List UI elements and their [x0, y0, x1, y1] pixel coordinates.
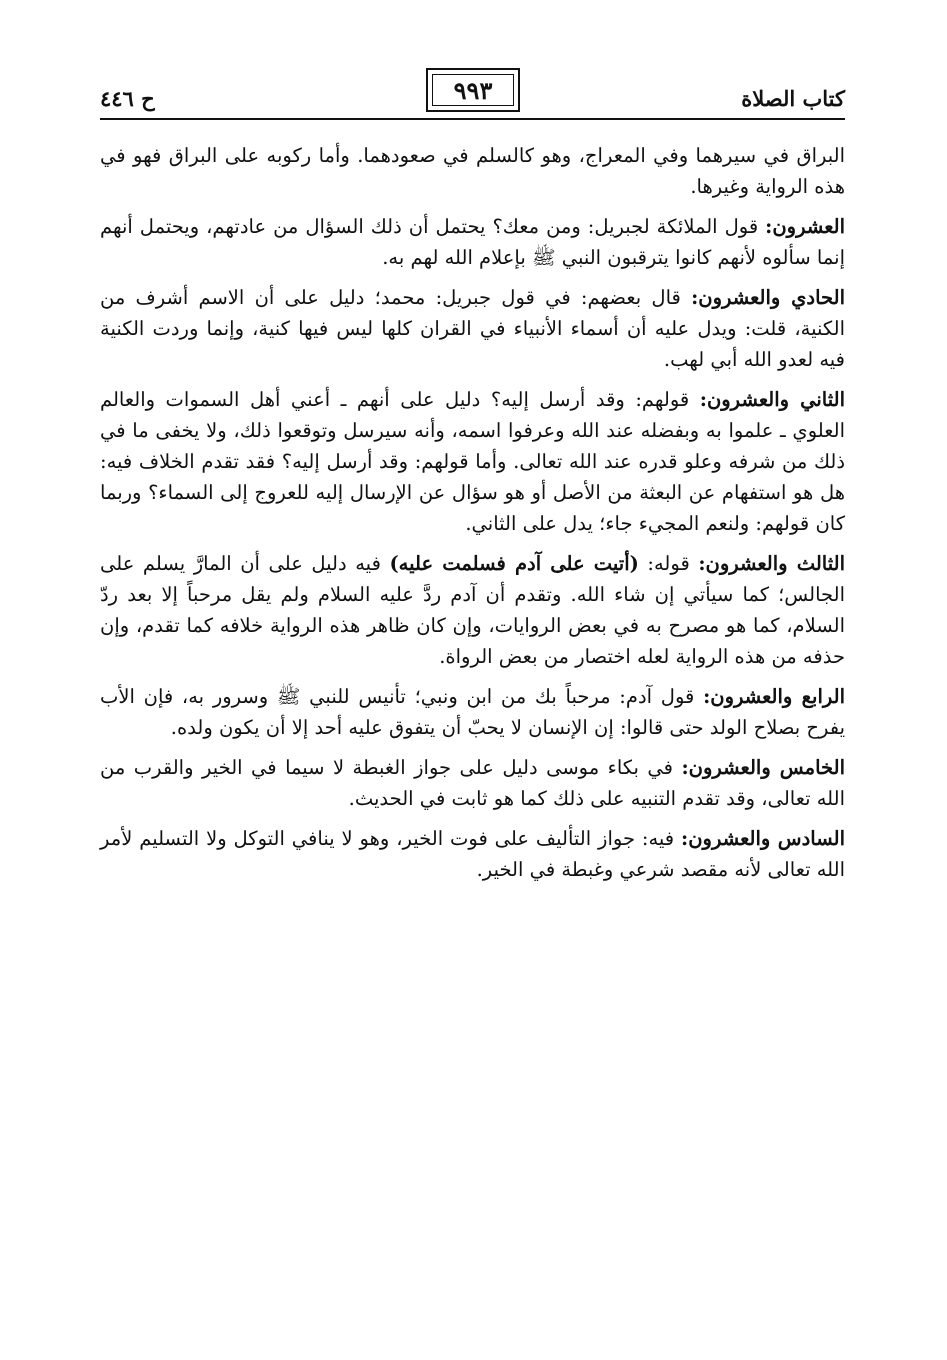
page-body — [100, 140, 845, 894]
paragraph-text: البراق في سيرهما وفي المعراج، وهو كالسلم في صعودهما. وأما ركوبه على البراق فهو في هذه الرواية وغيرها. — [100, 144, 845, 198]
paragraph-twenty-third — [100, 548, 845, 672]
page-header — [100, 68, 845, 120]
paragraph-text: فيه دليل على أن المارَّ يسلم على الجالس؛ كما سيأتي إن شاء الله. وتقدم أن آدم ردَّ عليه السلام ولم يقل مرحباً إلا بعد ردّ السلام، كما هو مصرح به في بعض الروايات، وإن كان ظاهر هذه الرواية خلافه كما تقدم، وإن حذفه من هذه الرواية لعله اختصار من بعض الرواة. — [100, 552, 845, 668]
paragraph-label: السادس والعشرون: — [681, 827, 845, 850]
paragraph-text: قولهم: وقد أرسل إليه؟ دليل على أنهم ـ أعني أهل السموات والعالم العلوي ـ علموا به وبفضله عند الله وعرفوا اسمه، وأنه سيرسل وتوقعوا ذلك، ولا يخفى ما في ذلك من شرفه وعلو قدره عند الله تعالى. وأما قولهم: وقد أرسل إليه؟ فقد تقدم الخلاف فيه: هل هو استفهام عن البعثة من الأصل أو هو سؤال عن الإرسال إليه للعروج إلى السماء؟ وربما كان قولهم: ولنعم المجيء جاء؛ يدل على الثاني. — [100, 388, 845, 535]
paragraph-text: قوله: — [638, 552, 699, 575]
paragraph-twentieth — [100, 211, 845, 273]
paragraph-text: قول آدم: مرحباً بك من ابن ونبي؛ تأنيس للنبي ﷺ وسرور به، فإن الأب يفرح بصلاح الولد حتى قالوا: إن الإنسان لا يحبّ أن يتفوق عليه أحد إلا أن يكون ولده. — [100, 685, 845, 739]
hadith-quote: (أتيت على آدم فسلمت عليه) — [389, 552, 639, 575]
page-number: ٩٩٣ — [453, 75, 493, 105]
paragraph-text: قول الملائكة لجبريل: ومن معك؟ يحتمل أن ذلك السؤال من عادتهم، ويحتمل أنهم إنما سألوه لأنهم كانوا يترقبون النبي ﷺ بإعلام الله لهم به. — [100, 215, 845, 269]
paragraph-twenty-fourth — [100, 681, 845, 743]
paragraph-twenty-sixth — [100, 823, 845, 885]
paragraph-label: الثاني والعشرون: — [699, 388, 845, 411]
paragraph-label: الرابع والعشرون: — [703, 685, 845, 708]
paragraph-text: قال بعضهم: في قول جبريل: محمد؛ دليل على أن الاسم أشرف من الكنية، قلت: ويدل عليه أن أسماء الأنبياء في القران كلها ليس فيها كنية، وإنما وردت الكنية فيه لعدو الله أبي لهب. — [100, 286, 845, 371]
paragraph-label: الثالث والعشرون: — [698, 552, 845, 575]
page-number-frame — [426, 68, 520, 112]
paragraph-label: الحادي والعشرون: — [691, 286, 845, 309]
paragraph-twenty-fifth — [100, 752, 845, 814]
running-title: كتاب الصلاة — [741, 86, 845, 111]
paragraph-twenty-first — [100, 282, 845, 375]
paragraph-text: فيه: جواز التأليف على فوت الخير، وهو لا ينافي التوكل ولا التسليم لأمر الله تعالى لأنه مقصد شرعي وغبطة في الخير. — [100, 827, 845, 881]
paragraph-label: الخامس والعشرون: — [681, 756, 845, 779]
hadith-reference: ح ٤٤٦ — [100, 86, 155, 111]
paragraph-twenty-second — [100, 384, 845, 539]
paragraph-continuation — [100, 140, 845, 202]
header-rule — [100, 118, 845, 120]
paragraph-text: في بكاء موسى دليل على جواز الغبطة لا سيما في الخير والقرب من الله تعالى، وقد تقدم التنبيه على ذلك كما هو ثابت في الحديث. — [100, 756, 845, 810]
paragraph-label: العشرون: — [765, 215, 845, 238]
